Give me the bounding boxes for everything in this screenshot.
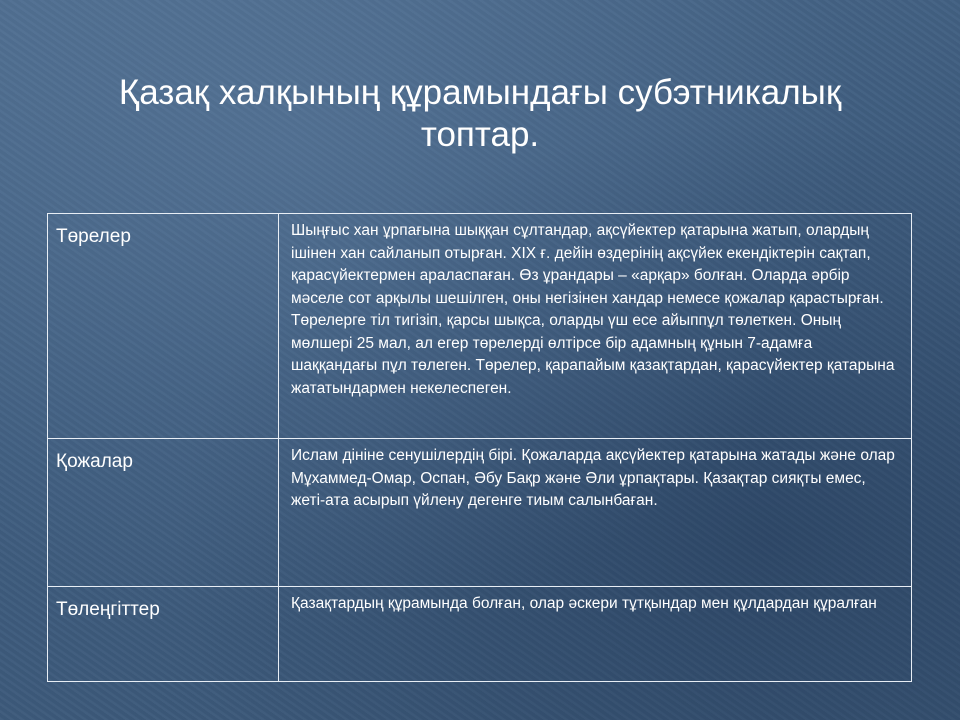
table-row <box>48 439 912 587</box>
slide-title-line-2: топтар. <box>420 115 540 154</box>
group-description-cell: Шыңғыс хан ұрпағына шыққан сұлтандар, ақсүйектер қатарына жатып, олардың ішінен хан сайланып отырған. XIX ғ. дейін өздерінің ақсүйек екендіктерін сақтап, қарасүйектермен араласпаған. Өз ұрандары – «арқар» болған. Оларда әрбір мәселе сот арқылы шешілген, оны негізінен хандар немесе қожалар қарастырған. Төрелерге тіл тигізіп, қарсы шықса, оларды үш есе айыппұл төлеткен. Оның мөлшері 25 мал, ал егер төрелерді өлтірсе бір адамның құнын 7-адамға шаққандағы пұл төлеген. Төрелер, қарапайым қазақтардан, қарасүйектер қатарына жататындармен некелеспеген. <box>279 214 912 439</box>
subethnic-groups-table <box>47 213 912 682</box>
group-description-cell: Қазақтардың құрамында болған, олар әскери тұтқындар мен құлдардан құралған <box>279 587 912 682</box>
group-description-cell: Ислам дініне сенушілердің бірі. Қожаларда ақсүйектер қатарына жатады және олар Мұхаммед-Омар, Оспан, Әбу Бақр және Әли ұрпақтары. Қазақтар сияқты емес, жеті-ата асырып үйлену дегенге тиым салынбаған. <box>279 439 912 587</box>
slide-title-line-1: Қазақ халқының құрамындағы субэтникалық <box>118 73 842 112</box>
table-row <box>48 214 912 439</box>
slide-title <box>60 72 900 156</box>
group-name-cell: Қожалар <box>48 439 279 587</box>
group-name-cell: Төлеңгіттер <box>48 587 279 682</box>
table-row <box>48 587 912 682</box>
group-name-cell: Төрелер <box>48 214 279 439</box>
